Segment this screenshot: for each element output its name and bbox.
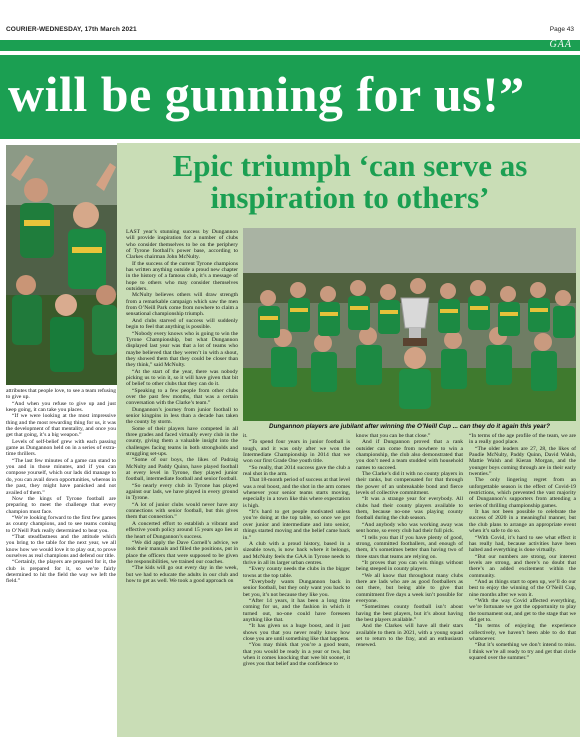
paragraph: “Speaking to a few people from other clubs over the past few months, that was a certain conversation with the Clarke’s team.” [126, 387, 238, 407]
paragraph: Dungannon’s journey from junior football to senior kingpins in less than a decade has taken the county by storm. [126, 406, 238, 426]
players-celebration-photo [6, 145, 117, 385]
paragraph: “In terms of enjoying the experience collectively, we haven’t been able to do that whatsoever. [469, 623, 576, 642]
paragraph: And if Dungannon proved that a rank outsider can come from nowhere to win a championship, the club also demonstrated that you don’t need a team studded with household names to succeed. [356, 439, 463, 471]
section-bar [0, 40, 580, 51]
paragraph: “We all know that throughout many clubs there are lads who are as good footballers as out there, but being able to give that commitment five days a week isn’t possible for everyone. [356, 572, 463, 604]
banner [0, 55, 580, 139]
players-celebration-illustration [6, 145, 117, 385]
paragraph: attributes that people love, to see a team refusing to give up. [6, 388, 116, 401]
paragraph: “So nearly every club in Tyrone has played against our lads, we have played in every ground in Tyrone. [126, 482, 238, 502]
paragraph: And clubs starved of success will suddenly begin to feel that anything is possible. [126, 317, 238, 331]
article-column-3 [356, 433, 463, 734]
paragraph: “That steadfastness and the attitude which you bring to the table for the next year, we all know how we would love it to play out, to prove ourselves as real champions and defend our title. [6, 533, 116, 559]
paragraph: “The last few minutes of a game can stand to you and in those minutes, and if you can compose yourself, which our lads did manage to do, you can avail down opportunities, whereas in the past, they might have panicked and not availed of them.” [6, 457, 116, 496]
paragraph: “It was a strange year for everybody. All clubs had their county players available to them, because no-one was playing county football during the club season. [356, 496, 463, 522]
paragraph: “We did apply the Dave Cornell’s advice, we took their manuals and filled the positions, put in place the officers that were supposed to be given the responsibilities, we trained our coaches. [126, 539, 238, 565]
paragraph: “The older leaders are 27, 28, the likes of Paudie McNulty, Paddy Quinn, David Walsh, Mattie Walsh and Kieran Morgan, and the younger boys coming through are in their early twenties.” [469, 445, 576, 478]
paragraph: McNulty believes others will draw strength from a remarkable campaign which saw the men from O’Neill Park come from nowhere to claim a sensational championship triumph. [126, 292, 238, 318]
paragraph: Levels of self-belief grew with each passing game as Dungannon held on in a series of extra-time thrillers. [6, 438, 116, 458]
page-number: Page 43 [549, 26, 574, 33]
team-trophy-photo [243, 228, 576, 421]
paragraph: “After 14 years, it has been a long time coming for us, and the fashion in which it turned out, no-one could have foreseen anything like that. [243, 597, 350, 623]
publication-info: COURIER-WEDNESDAY, 17th March 2021 [6, 26, 137, 33]
paragraph: That 18-month period of success at that level was a real boost, and the shot in the arm comes whenever your senior teams starts moving, especially in a town like this where expectation is high. [243, 477, 350, 509]
paragraph: “A lot of junior clubs would never have any connections with senior football, but this gives them that connection.” [126, 501, 238, 521]
paragraph: A concerted effort to establish a vibrant and effective youth policy around 15 years ago lies at the heart of Dungannon’s success. [126, 520, 238, 540]
paragraph: “But it’s something we don’t intend to miss. I think we’re all ready to try and get that circle squared over the summer.” [469, 642, 576, 662]
paragraph: “But our numbers are strong, our interest levels are strong, and there’s no doubt that there’s an added excitement within the community. [469, 553, 576, 579]
paragraph: “And anybody who was working away was sent home, so every club had their full pick. [356, 521, 463, 535]
paragraph: “You may think that you’re a good team, that you would be ready in a year or two, but when it comes knocking that wee bit sooner, it gives you that belief and the confidence to [243, 642, 350, 668]
article-headline: Epic triumph ‘can serve as inspiration to others’ [172, 148, 528, 215]
paragraph: LAST year’s stunning success by Dungannon will provide inspiration for a number of clubs who consider themselves to be on the periphery of Tyrone football’s power base, according to Clarkes chairman John McNulty. [126, 229, 238, 261]
article-column-1 [126, 229, 238, 734]
paragraph: “At the start of the year, there was nobody picking us to win it, so it will have given that bit of belief to other clubs that they can do it. [126, 368, 238, 388]
paragraph: “With the way Covid affected everything, we’re fortunate we got the opportunity to play the tournament out, and get to the stage that we did get to. [469, 597, 576, 623]
photo-caption: Dungannon players are jubilant after winning the O’Neill Cup ... can they do it again this year? [269, 423, 550, 430]
paragraph: “Everybody wants Dungannon back in senior football, but they only want you back to bet you, it’s not because they like you. [243, 578, 350, 598]
paragraph: “Sometimes county football isn’t about having the best players, but it’s about having the best players available.” [356, 604, 463, 623]
paragraph: The Clarke’s did it with no county players in their ranks, but compensated for that through the power of an unbreakable bond and fierce levels of collective commitment. [356, 471, 463, 497]
paragraph: “Nobody every knows who is going to win the Tyrone Championship, but what Dungannon displayed last year was that a lot of teams who maybe believed that they weren’t in with a shout, they showed them that they could be closer than they think,” said McNulty. [126, 330, 238, 369]
paragraph: “And as things start to open up, we’ll do our best to enjoy the winning of the O’Neill Cup, nine months after we won it. [469, 578, 576, 598]
banner-headline: will be gunning for us!” [8, 66, 525, 122]
paragraph: it. [243, 433, 248, 439]
paragraph: “Certainly, the players are prepared for it, the club is prepared for it, so we’re fairly determined to hit the field the way we left the field.” [6, 559, 116, 585]
paragraph: “It’s hard to get people motivated unless you’re doing at the top table, so once we got over junior and intermediate and into senior, things started moving and the belief came back in.” [243, 509, 350, 541]
paragraph: “The kids will go out every day in the week, but we had to educate the adults in our club and how to get as well. We took a good approach on [126, 565, 238, 584]
paragraph: Some of their players have competed in all three grades and faced virtually every club in the county, giving them a valuable insight into the challenges facing teams in both strongholds and struggling set-ups. [126, 425, 238, 458]
paragraph: The only lingering regret from an unforgettable season is the effect of Covid-19 restrictions, which prevented the vast majority of Dungannon’s supporters from attending a series of thrilling championship games. [469, 477, 576, 509]
paragraph: “So really, that 2014 success gave the club a real shot in the arm. [243, 464, 350, 478]
paragraph: know that you can be that close.” [356, 433, 431, 439]
paragraph: “To spend four years in junior football is tough, and it was only after we won the Intermediate Championship in 2014 that we won our first Grade One youth title. [243, 439, 350, 465]
paragraph: “Every county needs the clubs in the bigger towns at the top table. [243, 566, 350, 579]
team-trophy-illustration [243, 228, 576, 421]
paragraph: “In terms of the age profile of the team, we are in a really good place. [469, 433, 576, 446]
paragraph: If the success of the current Tyrone champions has written anything outside a proud new chapter in the history of a famous club, it’s a message of hope to others who may consider themselves outsiders. [126, 260, 238, 293]
paragraph: “And when you refuse to give up and just keep going, it can take you places. [6, 400, 116, 414]
paragraph: And the Clarkes will have all their stars available to them in 2021, with a young squad set to return to the fray, and an enthusiasm renewed. [356, 623, 463, 649]
paragraph: “It has given us a huge boost, and it just shows you that you never really know how close you are until something like that happens. [243, 623, 350, 642]
paragraph: “If we were looking at the most impressive thing and the most rewarding thing for us, it was the development of that mentality, and once you get that going, it’s a big weapon.” [6, 413, 116, 439]
paragraph: It has not been possible to celebrate the success of 2020 in a meaningful manner, but the club plans to arrange an appropriate event when it’s safe to do so. [469, 509, 576, 535]
paragraph: “I tells you that if you have plenty of good, strong, committed footballers, and enough of them, it’s sometimes better than having two of three stars that teams are relying on. [356, 534, 463, 560]
paragraph: A club with a proud history, based in a sizeable town, is now back where it belongs, and McNulty feels the GAA in Tyrone needs to thrive in all its larger urban centres. [243, 540, 350, 566]
paragraph: “With Covid, it’s hard to see what effect it has really had, because activities have been halted and everything is done virtually. [469, 534, 576, 554]
paragraph: “It proves that you can win things without being steeped in county players. [356, 559, 463, 573]
left-column-text [6, 388, 116, 733]
page-header [0, 0, 580, 36]
paragraph: “We’re looking forward to the first few games as county champions, and to see teams coming to O’Neill Park really determined to beat you. [6, 514, 116, 534]
paragraph: Now the kings of Tyrone football are preparing to meet the challenge that every champion must face. [6, 495, 116, 515]
article-column-4 [469, 433, 576, 734]
article-column-2 [243, 433, 350, 734]
paragraph: “Some of our boys, the likes of Padraig McNulty and Paddy Quinn, have played football at every level in Tyrone, they played junior football, intermediate football and senior football. [126, 457, 238, 483]
section-label: GAA [549, 39, 572, 50]
